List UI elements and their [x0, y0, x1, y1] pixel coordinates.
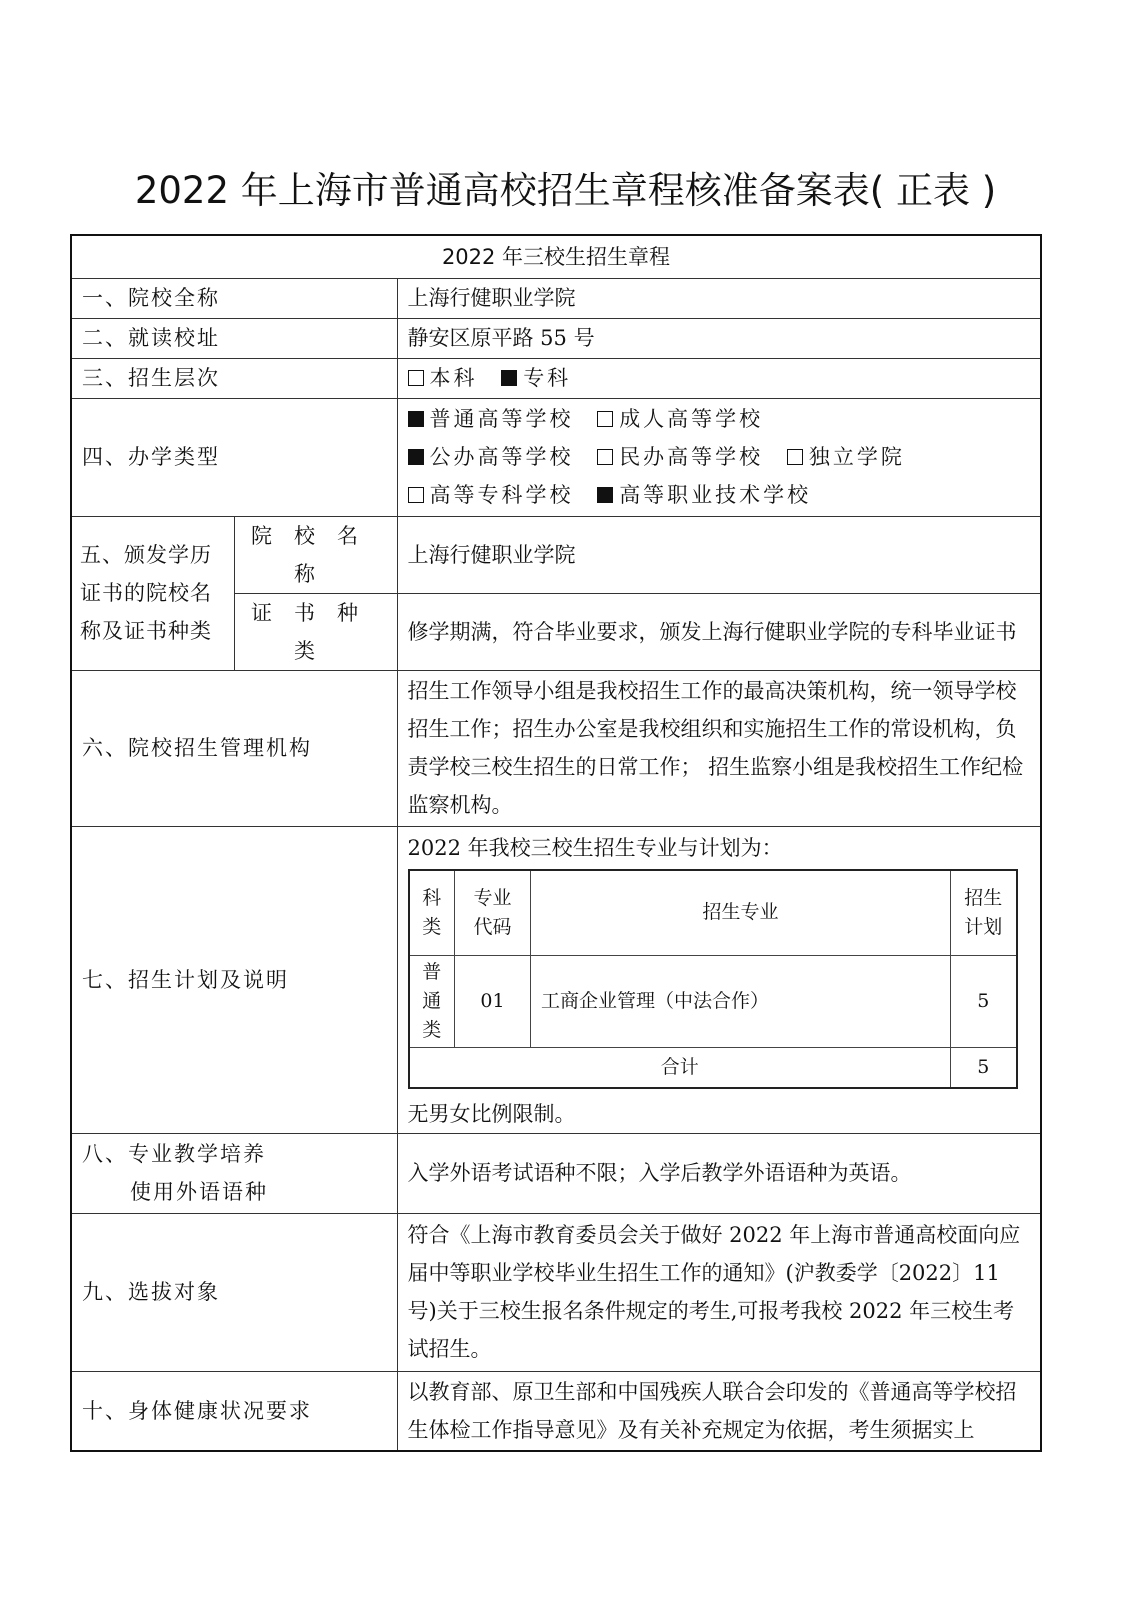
- plan-total-label: 合计: [409, 1048, 951, 1088]
- school-type-line-3: [408, 476, 1031, 514]
- sub-label-school-name: 院校名称: [234, 516, 397, 593]
- row-label-school-name: 一、院校全称: [71, 278, 397, 318]
- checkbox-independent: [787, 449, 803, 465]
- checkbox-undergraduate: [408, 370, 424, 386]
- checkbox-adult-higher-ed: [597, 411, 613, 427]
- plan-header-major: 招生专业: [531, 870, 951, 956]
- plan-total-value: 5: [951, 1048, 1017, 1088]
- language-label-line-2: 使用外语语种: [130, 1180, 268, 1204]
- plan-header-category: 科类: [409, 870, 455, 956]
- plan-table: [408, 869, 1018, 1089]
- school-type-line-1: [408, 400, 1031, 438]
- option-undergraduate: 本科: [429, 366, 478, 390]
- table-heading: 2022 年三校生招生章程: [71, 235, 1041, 278]
- row-label-enrollment-level: 三、招生层次: [71, 358, 397, 398]
- row-label-admission-office: 六、院校招生管理机构: [71, 670, 397, 826]
- selection-target-text: 符合《上海市教育委员会关于做好 2022 年上海市普通高校面向应届中等职业学校毕业生招生工作的通知》(沪教委学〔2022〕11 号)关于三校生报名条件规定的考生,可报考我校 2022 年三校生考试招生。: [397, 1213, 1041, 1371]
- option-private: 民办高等学校: [619, 445, 764, 469]
- document-title: 2022 年上海市普通高校招生章程核准备案表( 正表 ): [134, 169, 997, 212]
- checkbox-private: [597, 449, 613, 465]
- row-label-health-requirements: 十、身体健康状况要求: [71, 1371, 397, 1451]
- admission-office-text: 招生工作领导小组是我校招生工作的最高决策机构，统一领导学校招生工作；招生办公室是我校组织和实施招生工作的常设机构，负责学校三校生招生的日常工作； 招生监察小组是我校招生工作纪检监察机构。: [397, 670, 1041, 826]
- cert-type-value: 修学期满，符合毕业要求，颁发上海行健职业学院的专科毕业证书: [397, 593, 1041, 670]
- language-label-line-1: 八、专业教学培养: [82, 1142, 266, 1166]
- checkbox-vocational: [597, 487, 613, 503]
- row-label-selection-target: 九、选拔对象: [71, 1213, 397, 1371]
- plan-intro: 2022 年我校三校生招生专业与计划为：: [407, 835, 783, 860]
- plan-note: 无男女比例限制。: [407, 1101, 576, 1126]
- enrollment-level-options: [397, 358, 1041, 398]
- plan-row-major: 工商企业管理（中法合作）: [531, 956, 951, 1048]
- checkbox-junior-college-school: [408, 487, 424, 503]
- diploma-label-line-1: 五、颁发学历: [80, 543, 212, 567]
- school-type-line-2: [408, 438, 1031, 476]
- row-label-campus-address: 二、就读校址: [71, 318, 397, 358]
- option-junior-college-school: 高等专科学校: [429, 483, 574, 507]
- option-junior-college: 专科: [523, 366, 572, 390]
- plan-row-code: 01: [455, 956, 531, 1048]
- option-vocational: 高等职业技术学校: [619, 483, 812, 507]
- row-label-school-type: 四、办学类型: [71, 398, 397, 516]
- option-public: 公办高等学校: [429, 445, 574, 469]
- health-requirements-text: 以教育部、原卫生部和中国残疾人联合会印发的《普通高等学校招生体检工作指导意见》及有关补充规定为依据，考生须据实上: [397, 1371, 1041, 1451]
- diploma-label-line-2: 证书的院校名: [80, 581, 212, 605]
- row-label-diploma: [71, 516, 234, 670]
- plan-row-category: 普通类: [409, 956, 455, 1048]
- plan-row-count: 5: [951, 956, 1017, 1048]
- checkbox-public: [408, 449, 424, 465]
- row-label-teaching-language: [71, 1133, 397, 1213]
- option-independent: 独立学院: [808, 445, 905, 469]
- registration-table: [70, 234, 1042, 1452]
- option-regular-higher-ed: 普通高等学校: [429, 407, 574, 431]
- diploma-label-line-3: 称及证书种类: [80, 619, 212, 643]
- enrollment-plan-cell: [397, 826, 1041, 1133]
- sub-label-cert-type: 证书种类: [234, 593, 397, 670]
- campus-address: 静安区原平路 55 号: [397, 318, 1041, 358]
- checkbox-junior-college: [501, 370, 517, 386]
- row-label-enrollment-plan: 七、招生计划及说明: [71, 826, 397, 1133]
- school-type-options: [397, 398, 1041, 516]
- option-adult-higher-ed: 成人高等学校: [619, 407, 764, 431]
- plan-header-plan: 招生计划: [951, 870, 1017, 956]
- teaching-language-text: 入学外语考试语种不限；入学后教学外语语种为英语。: [397, 1133, 1041, 1213]
- diploma-school-name: 上海行健职业学院: [397, 516, 1041, 593]
- plan-header-code: 专业代码: [455, 870, 531, 956]
- school-full-name: 上海行健职业学院: [397, 278, 1041, 318]
- checkbox-regular-higher-ed: [408, 411, 424, 427]
